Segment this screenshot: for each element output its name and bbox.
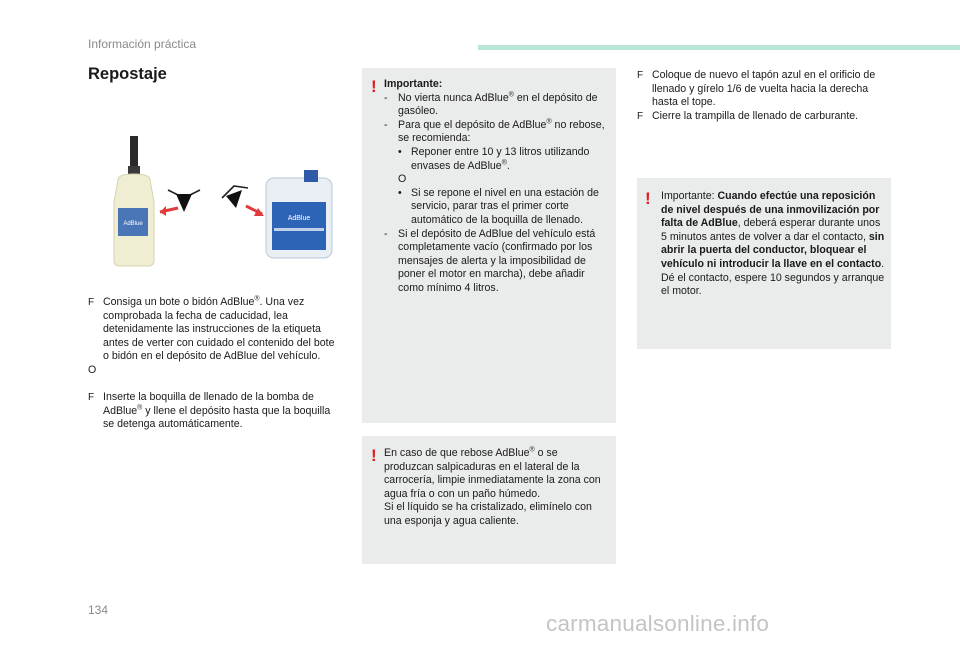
can-label: AdBlue — [287, 215, 311, 222]
column-right — [637, 69, 891, 123]
bullet-icon: F — [637, 70, 644, 81]
nozzle-icon-2 — [222, 186, 248, 208]
bottle-label: AdBlue — [123, 221, 143, 227]
bullet-icon: F — [637, 110, 644, 122]
page-number: 134 — [88, 603, 109, 617]
warning-icon: ! — [645, 189, 651, 208]
box-text: Dé el contacto, espere 10 segundos y arranque el motor. — [661, 271, 885, 298]
overflow-warning-box — [362, 436, 616, 564]
immobilization-box — [637, 178, 891, 349]
or-text: O — [88, 363, 97, 376]
important-box — [362, 68, 616, 423]
list-item: • Reponer entre 10 y 13 litros utilizando envases de AdBlue®. — [398, 145, 590, 172]
box-heading: Importante: — [384, 78, 443, 90]
box-text: Si el líquido se ha cristalizado, elimínelo con una esponja y agua caliente. — [384, 501, 592, 527]
list-item: F Coloque de nuevo el tapón azul en el orificio de llenado y gírelo 1/6 de vuelta hacia la derecha hasta el tope. — [637, 69, 876, 109]
adblue-bottle — [114, 136, 154, 266]
bullet-icon: F — [88, 297, 95, 308]
header-section-title: Información práctica — [88, 37, 197, 51]
list-item: F Inserte la boquilla de llenado de la bomba de AdBlue® y llene el depósito hasta que la boquilla se detenga automáticamente. — [88, 391, 331, 431]
or-text: O — [398, 173, 407, 186]
adblue-illustration — [108, 132, 340, 272]
box-text: Importante: Cuando efectúe una reposición de nivel después de una inmovilización por falta de AdBlue, deberá esperar durante unos 5 minutos antes de volver a dar el contacto, sin abrir la puerta del conductor, bloquear el vehículo ni introducir la llave en el contacto. — [661, 190, 885, 270]
header-accent-bar — [478, 45, 960, 50]
list-item: - No vierta nunca AdBlue® en el depósito de gasóleo. — [384, 91, 598, 118]
watermark: carmanualsonline.info — [546, 611, 770, 636]
adblue-jerrycan — [266, 170, 332, 258]
list-item: F Cierre la trampilla de llenado de carburante. — [637, 109, 859, 122]
warning-icon: ! — [371, 446, 377, 465]
page-title: Repostaje — [88, 65, 167, 83]
list-item: - Para que el depósito de AdBlue® no rebose, se recomienda: — [384, 118, 605, 145]
column-left — [88, 296, 340, 432]
list-item: - Si el depósito de AdBlue del vehículo está completamente vacío (confirmado por los mensajes de alerta y la imposibilidad de poner el motor en marcha), debe añadir como mínimo 4 litros. — [384, 227, 596, 294]
list-item: • Si se repone el nivel en una estación de servicio, parar tras el primer corte automático de la boquilla de llenado. — [398, 186, 599, 226]
box-text: En caso de que rebose AdBlue® o se produzcan salpicaduras en el lateral de la carrocería, limpie inmediatamente la zona con agua fría o con un paño húmedo. — [384, 446, 601, 500]
list-item: F Consiga un bote o bidón AdBlue®. Una vez comprobada la fecha de caducidad, lea detenidamente las instrucciones de la etiqueta antes de verter con cuidado el contenido del bote o bidón en el depósito de AdBlue del vehículo. — [88, 295, 335, 363]
warning-icon: ! — [371, 77, 377, 96]
bullet-icon: F — [88, 392, 95, 404]
